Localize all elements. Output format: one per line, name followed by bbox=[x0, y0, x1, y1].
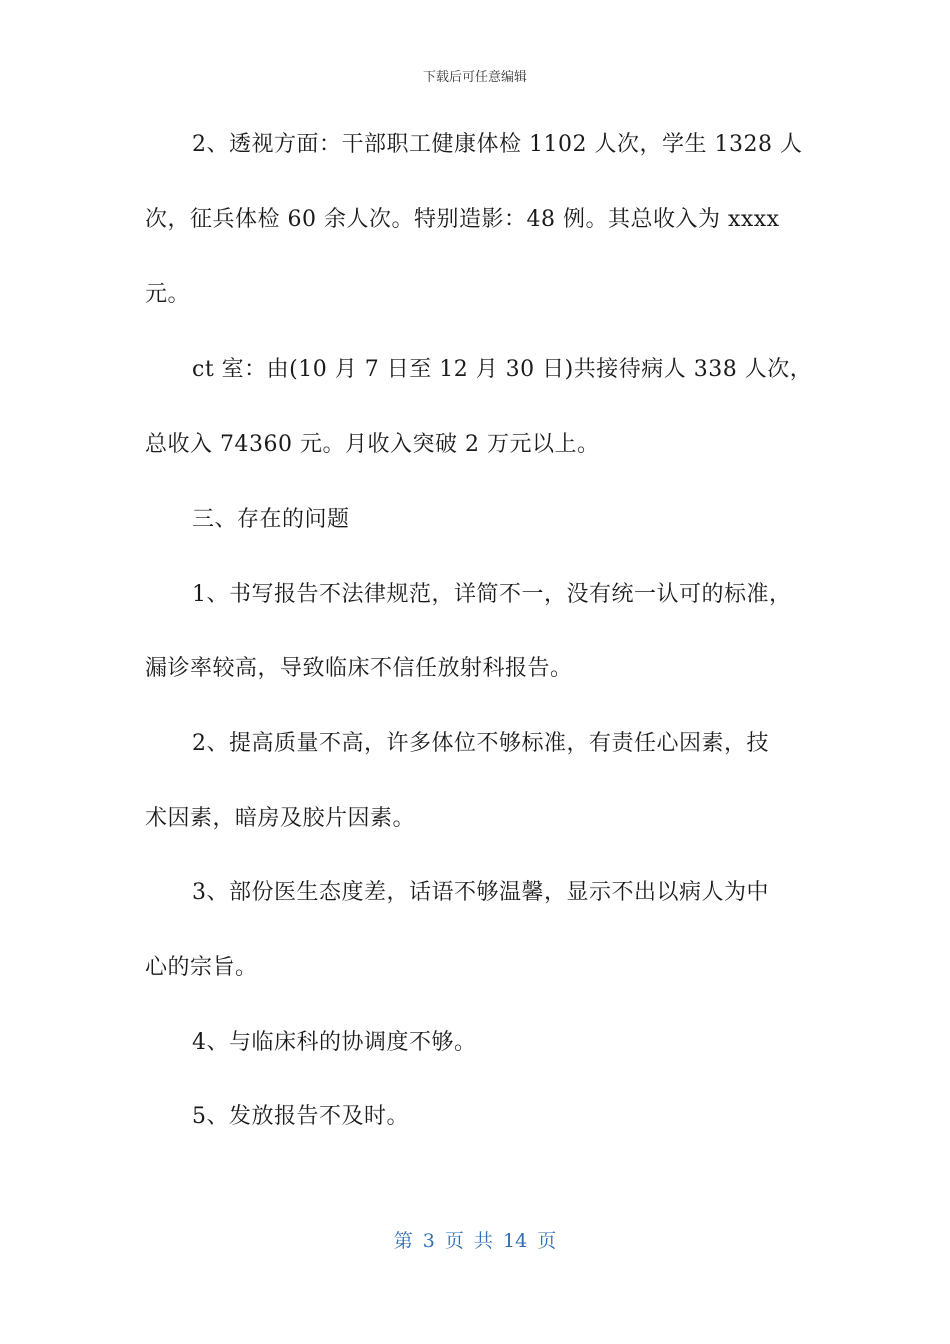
page-header-note: 下载后可任意编辑 bbox=[422, 70, 527, 85]
paragraph-line: 4、与临床科的协调度不够。 bbox=[192, 1030, 477, 1055]
paragraph-line: 5、发放报告不及时。 bbox=[192, 1104, 409, 1129]
paragraph-line: 2、透视方面：干部职工健康体检 1102 人次，学生 1328 人 bbox=[192, 132, 803, 157]
page-number-footer: 第 3 页 共 14 页 bbox=[393, 1230, 557, 1252]
paragraph-line: 漏诊率较高，导致临床不信任放射科报告。 bbox=[145, 656, 573, 681]
paragraph-line: 元。 bbox=[145, 282, 191, 307]
paragraph-line: 次，征兵体检 60 余人次。特别造影：48 例。其总收入为 xxxx bbox=[145, 207, 780, 232]
paragraph-line: ct 室：由(10 月 7 日至 12 月 30 日)共接待病人 338 人次， bbox=[192, 357, 813, 382]
paragraph-line: 心的宗旨。 bbox=[145, 955, 258, 980]
paragraph-line: 3、部份医生态度差，话语不够温馨，显示不出以病人为中 bbox=[192, 880, 769, 905]
paragraph-line: 术因素，暗房及胶片因素。 bbox=[145, 806, 416, 831]
section-heading: 三、存在的问题 bbox=[192, 507, 350, 532]
paragraph-line: 2、提高质量不高，许多体位不够标准，有责任心因素，技 bbox=[192, 731, 769, 756]
paragraph-line: 总收入 74360 元。月收入突破 2 万元以上。 bbox=[145, 432, 600, 457]
paragraph-line: 1、书写报告不法律规范，详简不一，没有统一认可的标准， bbox=[192, 582, 792, 607]
